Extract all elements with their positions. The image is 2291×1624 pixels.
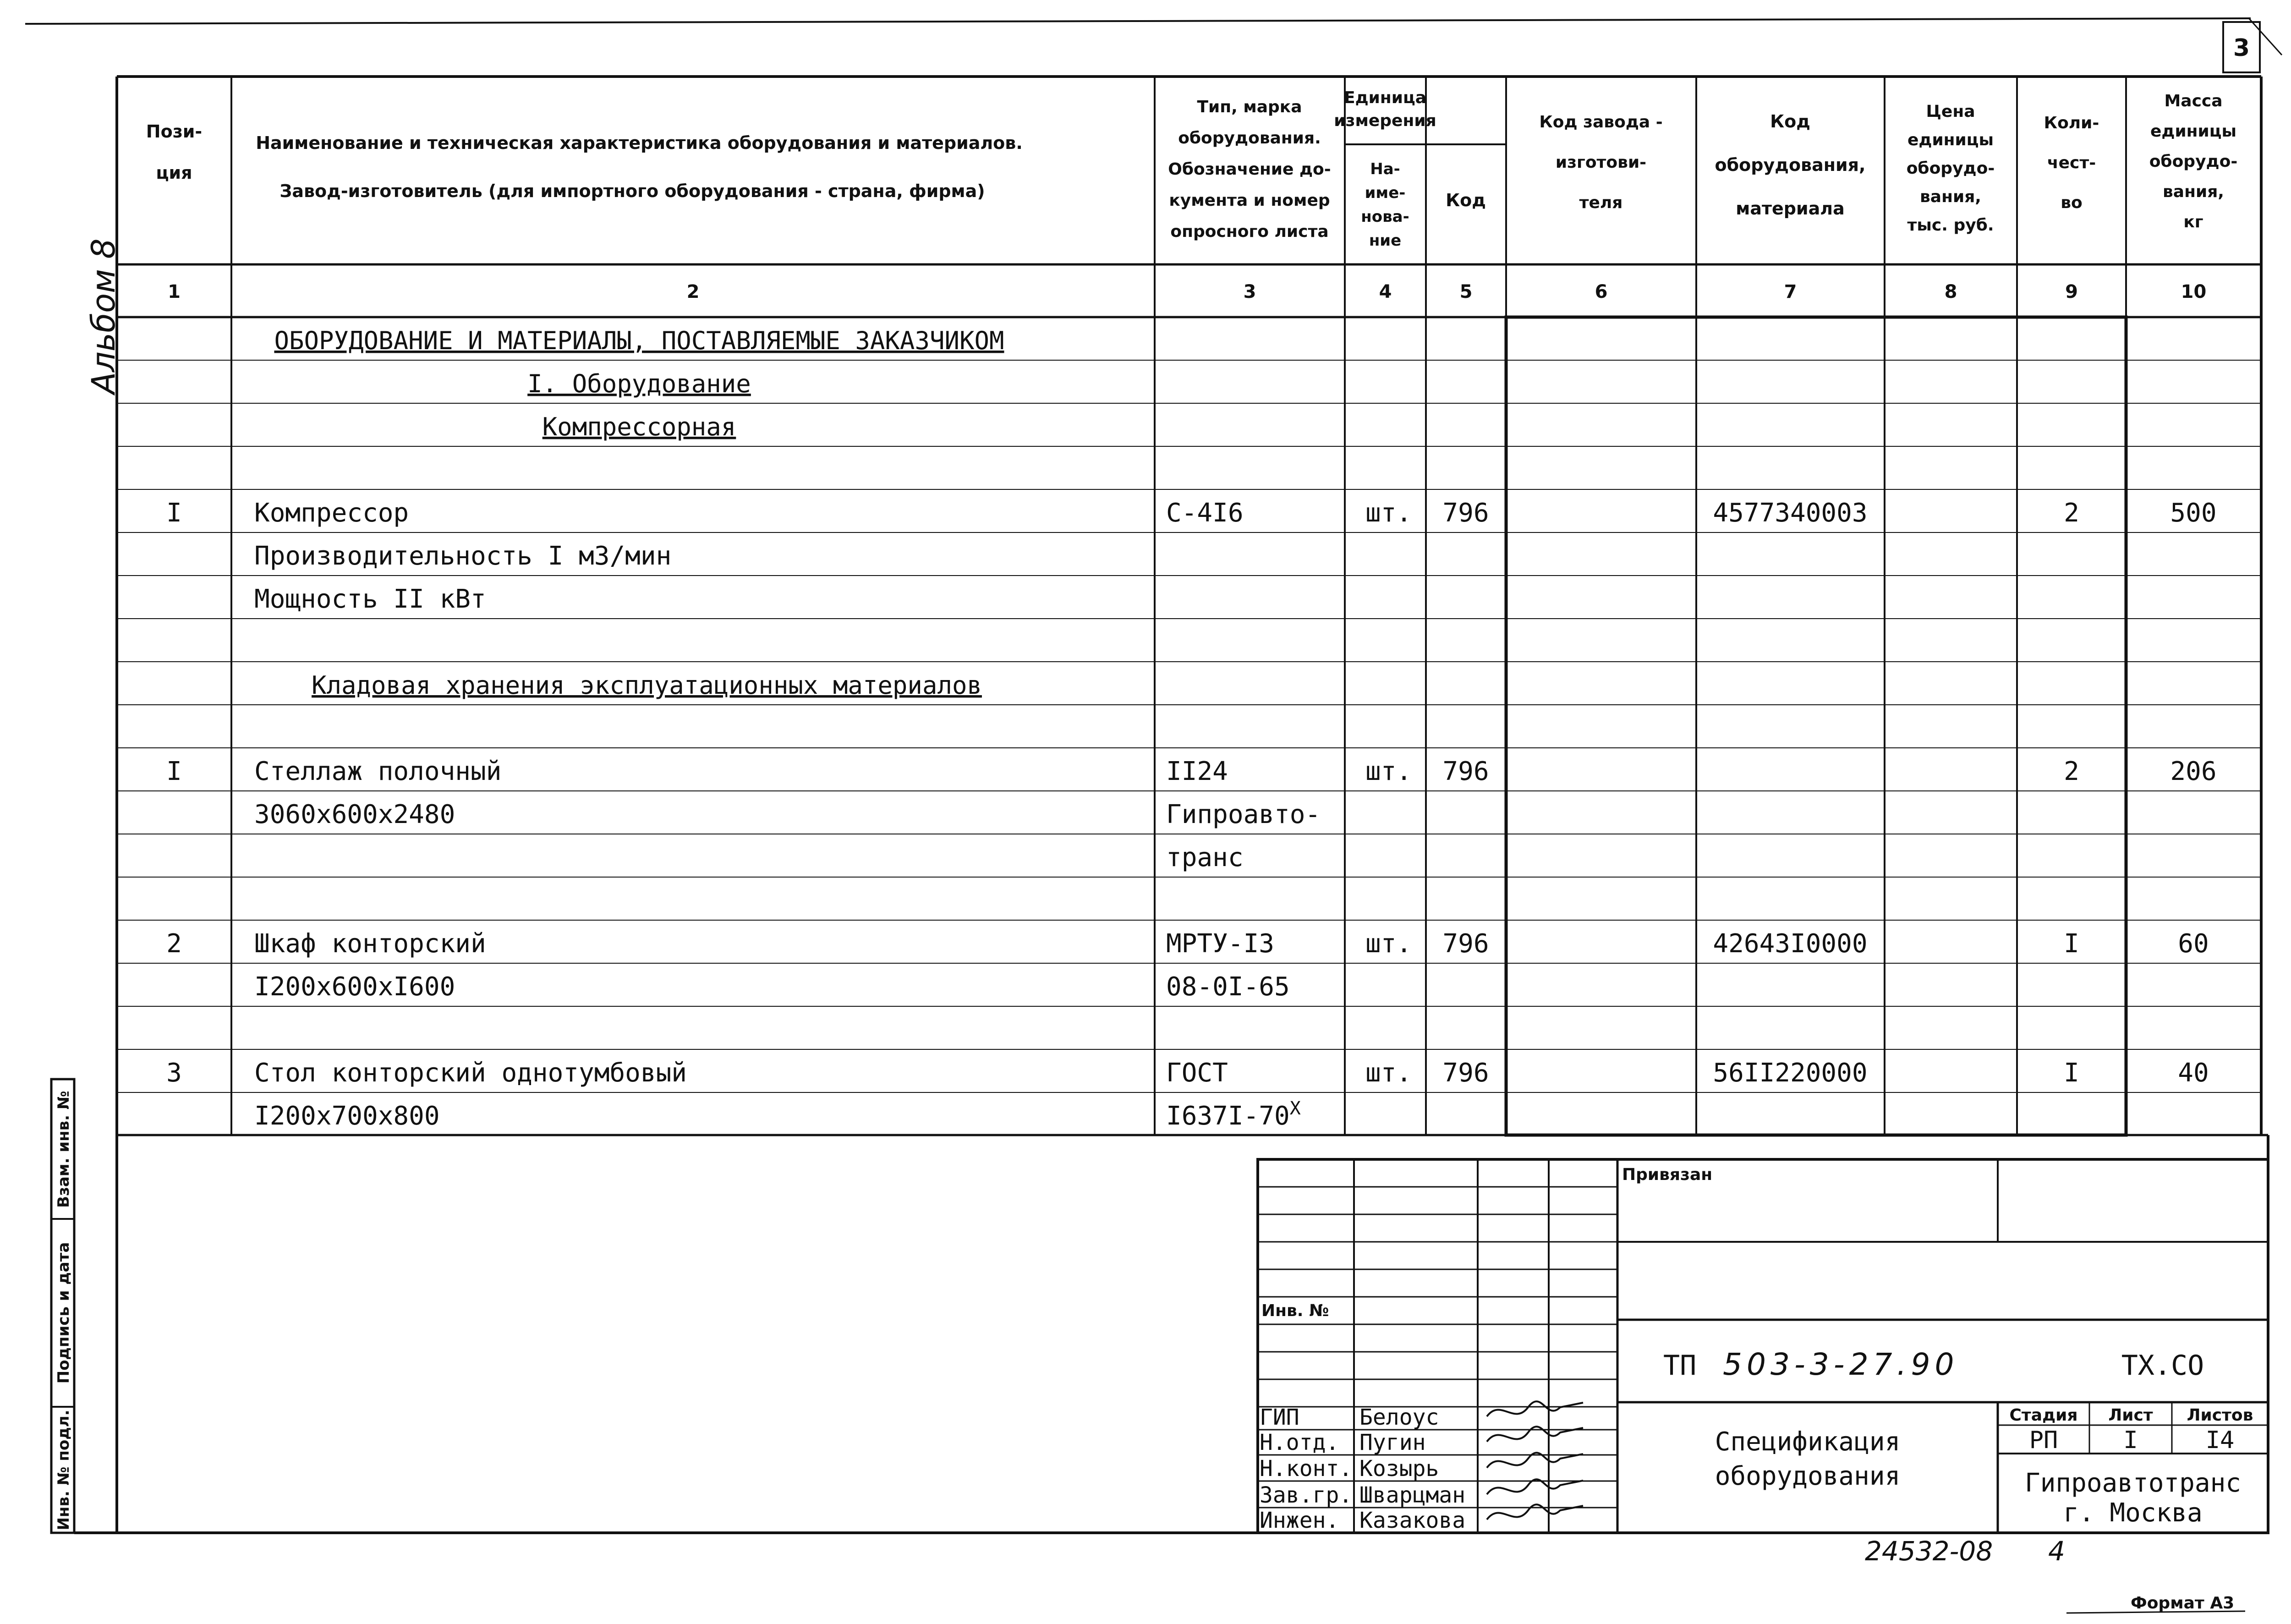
document-title-line-1: Спецификация — [1715, 1427, 1901, 1457]
item-name: 3060x600x2480 — [254, 800, 455, 829]
header-unit-code: Код — [1446, 190, 1486, 210]
signer-name: Пугин — [1359, 1430, 1426, 1455]
privyazan-label: Привязан — [1622, 1165, 1713, 1184]
doc-code-prefix: ТП — [1663, 1350, 1697, 1382]
header-mass: кг — [2183, 213, 2203, 231]
sheet-number: 3 — [2233, 34, 2250, 62]
section-title: ОБОРУДОВАНИЕ И МАТЕРИАЛЫ, ПОСТАВЛЯЕМЫЕ ЗАКАЗЧИКОМ — [274, 326, 1004, 355]
item-name: I200x700x800 — [254, 1101, 440, 1131]
sheets-value: I4 — [2205, 1426, 2235, 1454]
column-number-4: 4 — [1379, 281, 1392, 302]
header-mass: Масса — [2164, 92, 2223, 110]
item-name: Компрессор — [254, 498, 409, 528]
header-unit-name: На- — [1370, 160, 1400, 178]
strip-original-inv: Инв. № подл. — [55, 1410, 73, 1531]
section-title: Компрессорная — [542, 412, 736, 441]
signer-role: Н.отд. — [1260, 1430, 1339, 1455]
header-quantity: во — [2061, 193, 2083, 212]
header-quantity: Коли- — [2044, 114, 2099, 132]
mass: 206 — [2170, 757, 2217, 786]
sheets-header: Листов — [2187, 1406, 2253, 1425]
unit-code: 796 — [1442, 757, 1489, 786]
mass: 500 — [2170, 498, 2217, 528]
column-number-9: 9 — [2065, 281, 2078, 302]
item-type: II24 — [1166, 757, 1228, 786]
unit-name: шт. — [1365, 498, 1412, 528]
top-border-line — [25, 18, 2251, 24]
equipment-code: 56II220000 — [1713, 1058, 1868, 1088]
signer-role: ГИП — [1260, 1405, 1299, 1430]
column-number-5: 5 — [1459, 281, 1473, 302]
quantity: I — [2064, 929, 2079, 959]
signature-mark — [1487, 1401, 1583, 1416]
column-number-6: 6 — [1595, 281, 1608, 302]
unit-code: 796 — [1442, 498, 1489, 528]
header-price: единицы — [1907, 131, 1994, 149]
bold-block-frame — [1506, 317, 2126, 1135]
unit-name: шт. — [1365, 929, 1412, 959]
header-unit-name: име- — [1365, 184, 1406, 202]
item-type: Гипроавто- — [1166, 800, 1321, 829]
mass: 40 — [2178, 1058, 2209, 1088]
signer-name: Козырь — [1359, 1456, 1439, 1481]
signer-role: Инжен. — [1260, 1508, 1339, 1533]
stage-header: Стадия — [2009, 1406, 2078, 1425]
header-type: оборудования. — [1178, 129, 1321, 148]
corner-tick — [2249, 18, 2282, 55]
signer-role: Зав.гр. — [1260, 1482, 1353, 1508]
item-name: I200x600xI600 — [254, 972, 455, 1002]
strip-signature-date: Подпись и дата — [55, 1242, 73, 1384]
bottom-page-number: 4 — [2048, 1536, 2065, 1567]
sheet-header: Лист — [2108, 1406, 2153, 1425]
album-label: Альбом 8 — [85, 238, 122, 394]
column-number-8: 8 — [1944, 281, 1957, 302]
header-type: кумента и номер — [1169, 191, 1330, 210]
sheet-value: I — [2123, 1426, 2138, 1454]
header-unit-group: Единица — [1344, 88, 1426, 107]
header-equipment-code: Код — [1770, 111, 1810, 132]
header-manufacturer-code: Код завода - — [1539, 113, 1663, 132]
header-mass: вания, — [2163, 182, 2224, 201]
header-mass: единицы — [2150, 122, 2237, 141]
doc-suffix: ТХ.СО — [2121, 1350, 2204, 1382]
signature-mark — [1487, 1504, 1583, 1520]
header-type: Обозначение до- — [1168, 160, 1331, 179]
item-type: МРТУ-I3 — [1166, 929, 1275, 959]
stage-value: РП — [2029, 1426, 2058, 1454]
quantity: 2 — [2064, 498, 2079, 528]
column-number-10: 10 — [2181, 281, 2207, 302]
position-number: 2 — [166, 929, 182, 959]
header-unit-name: ние — [1369, 231, 1402, 250]
header-position: Пози- — [146, 121, 203, 142]
position-number: 3 — [166, 1058, 182, 1088]
strip-replace-inv: Взам. инв. № — [55, 1091, 73, 1208]
equipment-code: 42643I0000 — [1713, 929, 1868, 959]
item-type: $I637I-70^X$ — [1166, 1098, 1301, 1131]
header-equipment-code: материала — [1736, 198, 1845, 219]
header-equipment-code: оборудования, — [1715, 155, 1866, 175]
item-type: 08-0I-65 — [1166, 972, 1290, 1002]
organization-name: Гипроавтотранс — [2024, 1468, 2242, 1498]
unit-name: шт. — [1365, 1058, 1412, 1088]
section-title: Кладовая хранения эксплуатационных материалов — [312, 671, 982, 700]
header-manufacturer-code: теля — [1579, 193, 1623, 212]
header-price: Цена — [1926, 102, 1975, 121]
signer-name: Белоус — [1359, 1405, 1439, 1430]
quantity: 2 — [2064, 757, 2079, 786]
equipment-code: 4577340003 — [1713, 498, 1868, 528]
bottom-registration-number: 24532-08 — [1865, 1536, 1993, 1567]
section-title: I. Оборудование — [527, 369, 751, 398]
header-position: ция — [156, 163, 192, 183]
column-number-1: 1 — [168, 281, 181, 302]
header-quantity: чест- — [2047, 154, 2096, 172]
organization-city: г. Москва — [2063, 1498, 2203, 1528]
header-type: Тип, марка — [1197, 98, 1302, 116]
mass: 60 — [2178, 929, 2209, 959]
header-price: вания, — [1920, 187, 1981, 206]
item-type: С-4I6 — [1166, 498, 1244, 528]
header-price: тыс. руб. — [1907, 216, 1994, 235]
header-unit-group: измерения — [1334, 111, 1436, 130]
item-name: Стол конторский однотумбовый — [254, 1058, 687, 1088]
header-type: опросного листа — [1170, 222, 1329, 241]
signer-name: Казакова — [1359, 1508, 1466, 1533]
unit-code: 796 — [1442, 1058, 1489, 1088]
unit-code: 796 — [1442, 929, 1489, 959]
header-unit-name: нова- — [1361, 208, 1409, 226]
header-name-line-1: Наименование и техническая характеристика оборудования и материалов. — [256, 133, 1023, 153]
item-name: Шкаф конторский — [254, 929, 486, 959]
position-number: I — [166, 757, 182, 786]
document-title-line-2: оборудования — [1715, 1461, 1901, 1491]
header-price: оборудо- — [1906, 159, 1995, 178]
header-manufacturer-code: изготови- — [1555, 153, 1647, 172]
quantity: I — [2064, 1058, 2079, 1088]
unit-name: шт. — [1365, 757, 1412, 786]
column-number-7: 7 — [1784, 281, 1797, 302]
doc-code-number: 503-3-27.90 — [1723, 1347, 1959, 1382]
column-number-3: 3 — [1243, 281, 1256, 302]
header-name-line-2: Завод-изготовитель (для импортного оборудования - страна, фирма) — [280, 181, 985, 201]
item-type: транс — [1166, 843, 1244, 872]
signature-mark — [1487, 1426, 1583, 1442]
position-number: I — [166, 498, 182, 528]
signer-name: Шварцман — [1359, 1482, 1466, 1508]
signer-role: Н.конт. — [1260, 1456, 1353, 1481]
inventory-number-label: Инв. № — [1261, 1301, 1329, 1320]
header-mass: оборудо- — [2149, 152, 2238, 171]
item-name: Мощность II кВт — [254, 584, 486, 614]
paper-format: Формат А3 — [2131, 1594, 2235, 1613]
column-number-2: 2 — [686, 281, 700, 302]
item-name: Производительность I м3/мин — [254, 541, 672, 571]
item-type: ГОСТ — [1166, 1058, 1228, 1088]
item-name: Стеллаж полочный — [254, 757, 502, 786]
